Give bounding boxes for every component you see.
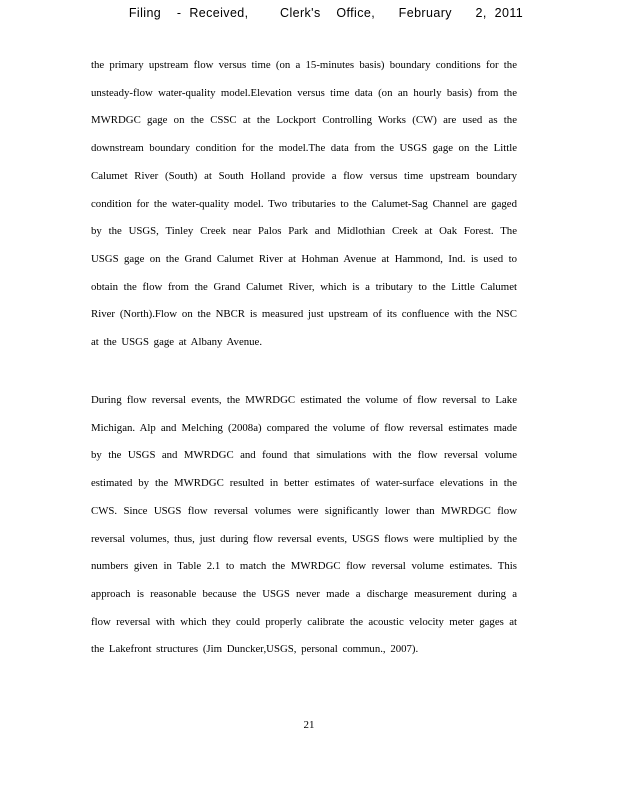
body-paragraph-1: the primary upstream flow versus time (on a 15-minutes basis) boundary conditions for the unsteady-flow water-quality model.Elevation versus time data (on an hourly basis) from the MWRDGC gage on the CSSC at the Lockport Controlling Works (CW) are used as the downstream boundary condition for the model.The data from the USGS gage on the Little Calumet River (South) at South Holland provide a flow versus time upstream boundary condition for the water-quality model. Two tributaries to the Calumet-Sag Channel are gaged by the USGS, Tinley Creek near Palos Park and Midlothian Creek at Oak Forest. The USGS gage on the Grand Calumet River at Hohman Avenue at Hammond, Ind. is used to obtain the flow from the Grand Calumet River, which is a tributary to the Little Calumet River (North).Flow on the NBCR is measured just upstream of its confluence with the NSC at the USGS gage at Albany Avenue. (91, 59, 517, 349)
body-paragraph-2: During flow reversal events, the MWRDGC estimated the volume of flow reversal to Lake Michigan. Alp and Melching (2008a) compared the volume of flow reversal estimates made by the USGS and MWRDGC and found that simulations with the flow reversal volume estimated by the MWRDGC resulted in better estimates of water-surface elevations in the CWS. Since USGS flow reversal volumes were significantly lower than MWRDGC flow reversal volumes, thus, just during flow reversal events, USGS flows were multiplied by the numbers given in Table 2.1 to match the MWRDGC flow reversal volume estimates. This approach is reasonable because the USGS never made a discharge measurement during a flow reversal with which they could properly calibrate the acoustic velocity meter gages at the Lakefront structures (Jim Duncker,USGS, personal commun., 2007). (91, 394, 517, 656)
filing-header: Filing - Received, Clerk's Office, February 2, 2011 (128, 6, 524, 20)
page-number: 21 (303, 719, 315, 731)
